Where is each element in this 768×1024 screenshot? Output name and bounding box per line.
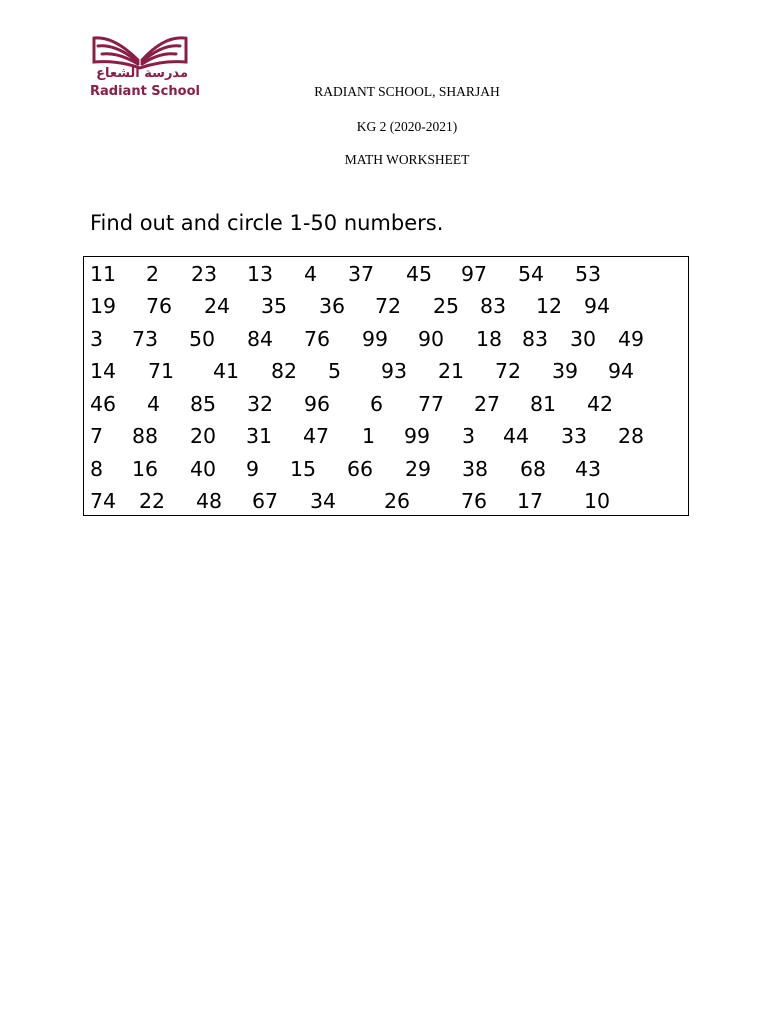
grid-number[interactable]: 28 xyxy=(618,424,645,448)
grid-number[interactable]: 38 xyxy=(462,457,489,481)
grid-number[interactable]: 24 xyxy=(204,294,231,318)
grid-number[interactable]: 84 xyxy=(247,327,274,351)
grid-number[interactable]: 18 xyxy=(476,327,503,351)
instruction-text: Find out and circle 1-50 numbers. xyxy=(90,211,444,235)
grid-number[interactable]: 5 xyxy=(328,359,342,383)
grid-number[interactable]: 17 xyxy=(517,489,544,513)
grid-number[interactable]: 36 xyxy=(319,294,346,318)
grid-number[interactable]: 49 xyxy=(618,327,645,351)
grid-number[interactable]: 85 xyxy=(190,392,217,416)
grid-number[interactable]: 12 xyxy=(536,294,563,318)
grid-number[interactable]: 14 xyxy=(90,359,117,383)
grid-number[interactable]: 48 xyxy=(196,489,223,513)
grid-number[interactable]: 71 xyxy=(148,359,175,383)
grid-number[interactable]: 33 xyxy=(561,424,588,448)
grid-number[interactable]: 29 xyxy=(405,457,432,481)
school-name: RADIANT SCHOOL, SHARJAH xyxy=(314,84,500,99)
school-logo xyxy=(88,32,200,104)
grid-number[interactable]: 11 xyxy=(90,262,117,286)
number-row xyxy=(84,355,688,387)
logo-english-name: Radiant School xyxy=(90,84,200,99)
grid-number[interactable]: 2 xyxy=(146,262,160,286)
grid-number[interactable]: 53 xyxy=(575,262,602,286)
grid-number[interactable]: 43 xyxy=(575,457,602,481)
number-row xyxy=(84,258,688,290)
number-row xyxy=(84,453,688,485)
grid-number[interactable]: 96 xyxy=(304,392,331,416)
grid-number[interactable]: 4 xyxy=(304,262,318,286)
grid-number[interactable]: 41 xyxy=(213,359,240,383)
grid-number[interactable]: 39 xyxy=(552,359,579,383)
grade-year: KG 2 (2020-2021) xyxy=(356,119,458,134)
grid-number[interactable]: 90 xyxy=(418,327,445,351)
grid-number[interactable]: 21 xyxy=(438,359,465,383)
grid-number[interactable]: 72 xyxy=(495,359,522,383)
grid-number[interactable]: 83 xyxy=(522,327,549,351)
grid-number[interactable]: 3 xyxy=(90,327,104,351)
grid-number[interactable]: 30 xyxy=(570,327,597,351)
grid-number[interactable]: 82 xyxy=(271,359,298,383)
grid-number[interactable]: 94 xyxy=(608,359,635,383)
grid-number[interactable]: 88 xyxy=(132,424,159,448)
grid-number[interactable]: 67 xyxy=(252,489,279,513)
grid-number[interactable]: 16 xyxy=(132,457,159,481)
grid-number[interactable]: 37 xyxy=(348,262,375,286)
grid-number[interactable]: 8 xyxy=(90,457,104,481)
grid-number[interactable]: 26 xyxy=(384,489,411,513)
grid-number[interactable]: 83 xyxy=(480,294,507,318)
grid-number[interactable]: 54 xyxy=(518,262,545,286)
number-row xyxy=(84,323,688,355)
grid-number[interactable]: 44 xyxy=(503,424,530,448)
grid-number[interactable]: 74 xyxy=(90,489,117,513)
grid-number[interactable]: 19 xyxy=(90,294,117,318)
grid-number[interactable]: 99 xyxy=(404,424,431,448)
grid-number[interactable]: 13 xyxy=(247,262,274,286)
number-grid xyxy=(83,256,689,516)
grid-number[interactable]: 25 xyxy=(433,294,460,318)
grid-number[interactable]: 73 xyxy=(132,327,159,351)
grid-number[interactable]: 99 xyxy=(362,327,389,351)
grid-number[interactable]: 50 xyxy=(189,327,216,351)
grid-number[interactable]: 76 xyxy=(461,489,488,513)
grid-number[interactable]: 9 xyxy=(246,457,260,481)
grid-number[interactable]: 77 xyxy=(418,392,445,416)
grid-number[interactable]: 6 xyxy=(370,392,384,416)
grid-number[interactable]: 7 xyxy=(90,424,104,448)
grid-number[interactable]: 93 xyxy=(381,359,408,383)
grid-number[interactable]: 45 xyxy=(406,262,433,286)
grid-number[interactable]: 34 xyxy=(310,489,337,513)
grid-number[interactable]: 76 xyxy=(146,294,173,318)
grid-number[interactable]: 1 xyxy=(362,424,376,448)
grid-number[interactable]: 46 xyxy=(90,392,117,416)
grid-number[interactable]: 81 xyxy=(530,392,557,416)
grid-number[interactable]: 23 xyxy=(191,262,218,286)
grid-number[interactable]: 3 xyxy=(462,424,476,448)
number-row xyxy=(84,485,688,517)
grid-number[interactable]: 97 xyxy=(461,262,488,286)
grid-number[interactable]: 31 xyxy=(246,424,273,448)
grid-number[interactable]: 27 xyxy=(474,392,501,416)
grid-number[interactable]: 42 xyxy=(587,392,614,416)
grid-number[interactable]: 10 xyxy=(584,489,611,513)
number-row xyxy=(84,290,688,322)
number-row xyxy=(84,420,688,452)
grid-number[interactable]: 72 xyxy=(375,294,402,318)
grid-number[interactable]: 76 xyxy=(304,327,331,351)
worksheet-title: MATH WORKSHEET xyxy=(344,152,470,167)
number-row xyxy=(84,388,688,420)
logo-arabic-name: مدرسة الشعاع xyxy=(96,66,188,81)
grid-number[interactable]: 68 xyxy=(520,457,547,481)
grid-number[interactable]: 35 xyxy=(261,294,288,318)
grid-number[interactable]: 40 xyxy=(190,457,217,481)
grid-number[interactable]: 4 xyxy=(147,392,161,416)
grid-number[interactable]: 15 xyxy=(290,457,317,481)
grid-number[interactable]: 94 xyxy=(584,294,611,318)
grid-number[interactable]: 22 xyxy=(139,489,166,513)
grid-number[interactable]: 20 xyxy=(190,424,217,448)
grid-number[interactable]: 32 xyxy=(247,392,274,416)
grid-number[interactable]: 66 xyxy=(347,457,374,481)
grid-number[interactable]: 47 xyxy=(303,424,330,448)
